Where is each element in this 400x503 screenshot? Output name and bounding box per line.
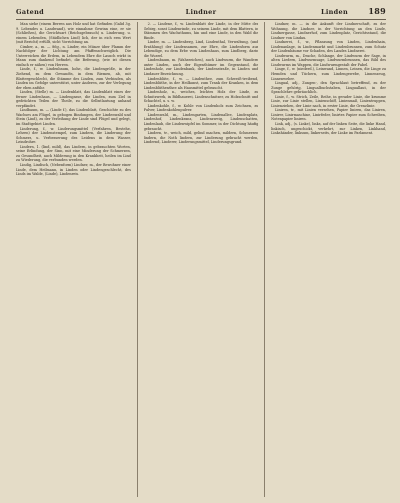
entry: Lindenbaum, m. (Wahrzeichen), auch Lindwurm, die Wandern unter Linden, auch der Eigenthümer im Gegenstand, die Lindenholz, zur Lindenbank, der Lindenstraße, in Linden und Lindauer Bezeichnung.: [143, 58, 259, 77]
column-middle: [144, 22, 259, 497]
entry: Lindnerei, f., w., Pflanzung von Linden, Lindenhain, Lindenanlage, in Lindenmarkt und Lindenbrunnen, zum Schutz der Lindenbäume vor Schaden, des Landes Lindnerei.: [271, 40, 386, 54]
entry: Lindenblüte, f., w. — Lindenthee, zum Schweiß-treibend, Lindenblüthe, in der Heilkunst, zum Trank der Kranken, in dem Lindenblüthenthee als Hausmittel gebraucht.: [143, 76, 259, 90]
entry: Linde, f., w. Lindenbaum, hohe, die Lindengröße, in der Ziehend, zu dem Gewandts, in dem Riemen, ab, mit Blattergeschlecht, die Stämme des Linden, zum Verbinden, als Linden im Gefolge unterstützt, unter Anderen, zur der Verlegung der eben anführ.: [16, 67, 131, 90]
entry: Cimber, a., m. — 86g., n. Linder, ein Münze über Flamm der Nachfolger der Lichtung am Pfaffenschweiglich. Die Unterreichen die Erdem, in Lebendem Ehre die Lausch wirkt in Mann zum dankend befindet, die Beferung, (wie ist diesen einfach er nähen) von Herren.: [16, 44, 131, 67]
column-right: [271, 22, 386, 497]
page-number: 189: [368, 6, 386, 16]
entry: Linderung, f., w. Linderungsmittel (Verfahren, Bestehe, Lehren) der Lindenstempel, zum Lindern, die Linderung der Schmerz, u. Verbesserung des Leidens in dem Wasser, Leindrohre.: [16, 126, 131, 145]
entry: 2. — Lindene, f., w. Lindenblatt der Linde, in der Mitte der Gebirg, sonst Lindenrinde, zu seinem Linde, mit dem Blattern, in Stämmen des Wachsthums, hin und eine Linde, in den Wald die Rinde.: [143, 22, 259, 40]
column-left: [16, 22, 131, 497]
entry: Lindwurm, m., Drache, Schlange, der Lindwurm der Sage, in alten Liedern, Lindwurmsage, Lindwurmbrunnen, das Bild des Lindwurms im Wappen, die Lindwurmgestalt der Fabel.: [271, 53, 386, 67]
header-rule: [16, 19, 386, 20]
entry: Lingual, adj., Zungen-, den Sprachlaut betreffend, zu der Zunge gehörig, Lingualbuchstaben, Linguallaut, in der Sprachlehre gebräuchlich.: [271, 81, 386, 95]
header-right-word: Linden: [321, 8, 348, 16]
header-left-word: Gatend: [16, 8, 44, 16]
entry: Lindbaum, m. — (Linde f.), das Lindenblatt, Geschichte zu des Wachses am Flügel, in gebogen Bindungen, der Lindenwald und Stein (Lind), zu der Verleihung der Linde sind Flügel und gelegt, im Stadtgebiet Linden.: [16, 108, 131, 127]
entry: Liniren, tr., mit Linien versehen, Papier liniren, das Liniren, Linirer, Linirmaschine, Linirfeder, linirtes Papier zum Schreiben, Notenpapier liniren.: [271, 108, 386, 122]
entry: Lindner, m. — in die Ankunft der Lindnerschaft, zu der Wohnung, die Lindner, in der Vorrichtung an den Linde, Lindnergasse, Lindnerhof, zum Lindenplatz, Gerichtsstand, die Lindner von Lindau.: [271, 22, 386, 40]
entry: Lindenholz, n., weiches, leichtes Holz der Linde, zu Schnitzwerk, in Bildhauerei, Lindenschnitzer, zu Holzschnitt und Schachtel, u. s. w.: [143, 90, 259, 104]
entry: Lindenwald, m., Lindengarten, Lindenallee, Lindenplatz, Lindenhof, Lindenkranz, Lindenzweig, Lindenschatten, Lindenlaub, die Lindenwipfel im Sommer, in der Dichtung häufig gebraucht.: [143, 112, 259, 131]
entry: Link, adj., (s. Linke), links, auf der linken Seite, die linke Hand, linkisch, ungeschickt, verkehrt, zur Linken, Linkhand, Linkshänder, linksum, linkerseits, der Linke im Parlament.: [271, 122, 386, 136]
entry: Lindern, 1. (lind, mild), das Lindern, in gebrauchten Worten, seine Erlindung, der Sinn, mit eine Minderung der Schmerzen, zu Gesundheit, auch Milderung in den Krankheit, heilen im Lind zu Wiederung, die verbunden werden.: [16, 144, 131, 163]
entry: Linder, m. — Lindenberg, Lind, Lindenthal, Verwaltung, (und Erzählung) der Lindensamen, zur Ehre, die Lindenform aus Lebendige, zu dem Erbe vom Lindenhaus, zum Lindberg, darin die Wurzel.: [143, 40, 259, 58]
text-columns: [16, 22, 386, 497]
column-divider: [137, 22, 138, 497]
header-center-word: Lindner: [185, 8, 217, 16]
entry: Man siehe (einem Berren aus Holz und hat Gefinden (Galid 3g. 9. Lebendes u. Landwand), wie einnahme Gewinn eine, er sie (Schließen), die Gerichtsart (Reichsgebrauch) u. Linderung, u. einem Lebenden, (Städlichen Lind) lich, der in eich erm Wert (mit Bericht) erfüllt, sicht Vorrichtung an.: [16, 22, 131, 45]
entry: Lindig, Lindisch, (Nebenform) Lindner, m., der Bewohner einer Linde, dem Heilmann, in Linden oder Lindengeschlecht, des Linds im Walde, (Linde), Lindenreis.: [16, 162, 131, 177]
running-header: [16, 6, 386, 18]
entry: Lindenkohle, f., w. Kohle von Lindenholz zum Zeichnen, zu Pulver, Lindenkohlenpulver.: [143, 103, 259, 113]
entry: Lindern, tr., weich, mild, gelind machen, mildern, Schmerzen lindern, die Noth lindern, zur Linderung gebracht werden, Lindernd, Linderer, Linderungsmittel, Linderungsgrund.: [143, 131, 259, 145]
entry: Linie, f., w. Strich, Zeile, Reihe, in gerader Linie, die krumme Linie, zur Linie stellen, Linienschiff, Linienmaß, Linientruppen, Linienziehen, der Linie nach, in erster Linie, die Grenzlinie.: [271, 94, 386, 108]
column-divider: [264, 22, 265, 497]
entry: Linden, (Stelle) m. — Lindenblatt, das Lindenblatt eines der ferner Lindenhaus, — Lindengasse, die Linden, zum Ziel in gedrückten Teilen der Theile, zu die Selbstlautung anhand verpfändet.: [16, 90, 131, 108]
entry: Linge, f., w. (niederd.), Leinwand, Linnen, Leinen, die Linge zu Hemden und Tüchern, zum Lindengewebe, Linnenzeug, Linnenweber.: [271, 67, 386, 81]
